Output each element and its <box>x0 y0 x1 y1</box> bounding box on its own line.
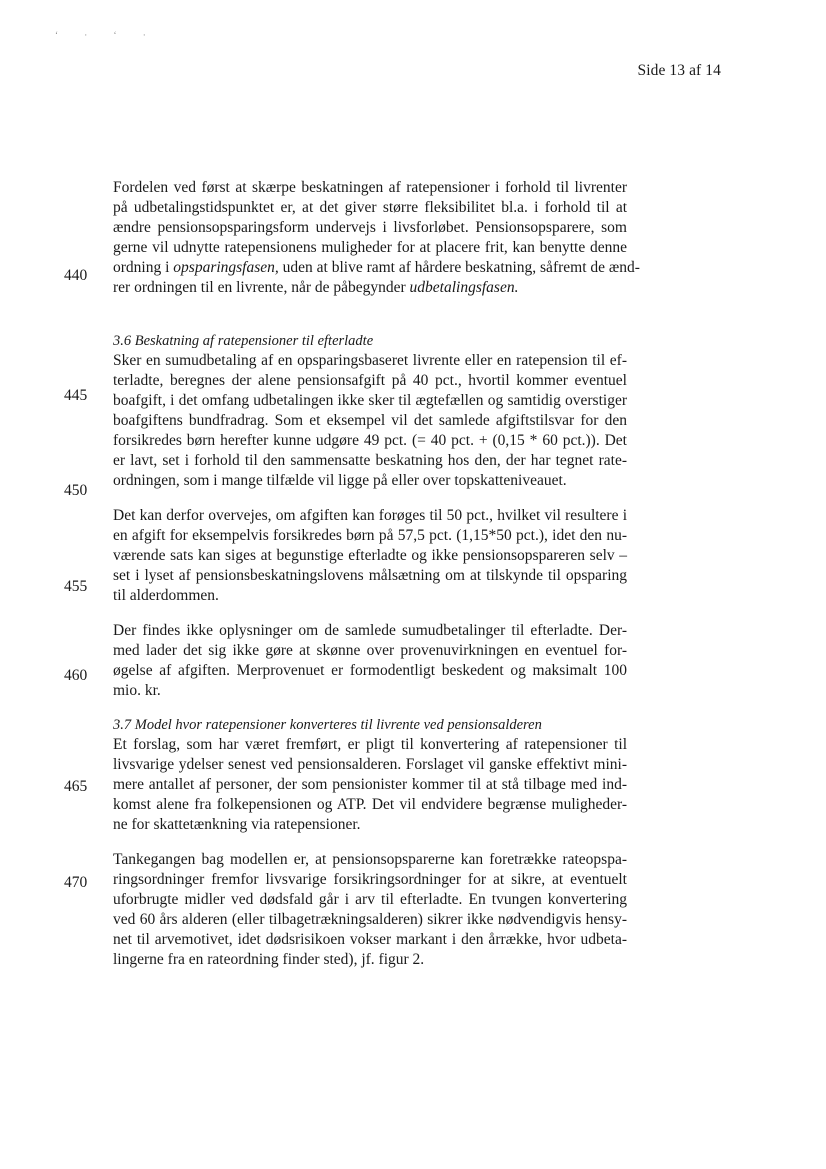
text-line: Et forslag, som har været fremført, er pligt til konvertering af ratepensioner til <box>113 736 627 753</box>
text-run: uden at blive ramt af hårdere beskatning, såfremt de ænd- <box>278 259 640 276</box>
text-line: til alderdommen. <box>113 587 219 604</box>
text-line: ringsordninger fremfor livsvarige forsikringsordninger for at sikre, at eventuelt <box>113 871 627 888</box>
text-line: med lader det sig ikke gøre at skønne over provenuvirkningen en eventuel for- <box>113 642 627 659</box>
line-number: 440 <box>64 267 88 284</box>
term-udbetalingsfasen: udbetalingsfasen. <box>409 279 519 296</box>
text-line: ordningen, som i mange tilfælde vil ligge på eller over topskatteniveauet. <box>113 472 567 489</box>
section-heading-3-6: 3.6 Beskatning af ratepensioner til efterladte <box>113 333 374 349</box>
section-heading-3-7: 3.7 Model hvor ratepensioner konverteres til livrente ved pensionsalderen <box>113 717 542 733</box>
text-line: Der findes ikke oplysninger om de samlede sumudbetalinger til efterladte. Der- <box>113 622 627 639</box>
paragraph-konvertering-forslag <box>113 735 627 835</box>
text-line: ved 60 års alderen (eller tilbagetrækningsalderen) sikrer ikke nødvendigvis hensy- <box>113 911 627 928</box>
term-opsparingsfasen: opsparingsfasen, <box>173 259 279 276</box>
text-line: mere antallet af personer, der som pensionister kommer til at stå tilbage med ind- <box>113 776 627 793</box>
text-line: ne for skattetænkning via ratepensioner. <box>113 816 361 833</box>
text-line: livsvarige ydelser senest ved pensionsalderen. Forslaget vil ganske effektivt mini- <box>113 756 627 773</box>
text-line: komst alene fra folkepensionen og ATP. Det vil endvidere begrænse muligheder- <box>113 796 627 813</box>
text-line: forsikredes børn herefter kunne udgøre 49 pct. (= 40 pct. + (0,15 * 60 pct.)). Det <box>113 432 627 449</box>
paragraph-merprovenu <box>113 621 627 701</box>
page-number: Side 13 af 14 <box>637 62 721 79</box>
line-number: 445 <box>64 387 88 404</box>
text-line: set i lyset af pensionsbeskatningslovens målsætning om at tilskynde til opsparing <box>113 567 627 584</box>
text-line: uforbrugte midler ved dødsfald går i arv til efterladte. En tvungen konvertering <box>113 891 627 908</box>
line-number: 470 <box>64 874 88 891</box>
text-line: net til arvemotivet, idet dødsrisikoen vokser markant i den årrække, hvor udbeta- <box>113 931 627 948</box>
line-number-margin <box>0 0 110 1169</box>
text-line: terladte, beregnes der alene pensionsafgift på 40 pct., hvortil kommer eventuel <box>113 372 627 389</box>
text-run: ordning i <box>113 259 174 276</box>
line-number: 455 <box>64 578 88 595</box>
text-line: ændre pensionsopsparingsform undervejs i livsforløbet. Pensionsopsparere, som <box>113 219 627 236</box>
paragraph-tankegang <box>113 850 627 970</box>
text-line <box>113 278 627 298</box>
text-line: mio. kr. <box>113 682 161 699</box>
text-line: er lavt, set i forhold til den sammensatte beskatning hos den, der har tegnet rate- <box>113 452 627 469</box>
paragraph-sumudbetaling <box>113 351 627 491</box>
line-number: 465 <box>64 778 88 795</box>
scan-corner-marks: ‘ · ‘ · <box>55 30 158 40</box>
text-line: en afgift for eksempelvis forsikredes børn på 57,5 pct. (1,15*50 pct.), idet den nu- <box>113 527 627 544</box>
text-line: værende sats kan siges at begunstige efterladte og ikke pensionsopspareren selv – <box>113 547 627 564</box>
text-line: lingerne fra en rateordning finder sted), jf. figur 2. <box>113 951 425 968</box>
text-line <box>113 258 640 278</box>
text-line: Fordelen ved først at skærpe beskatningen af ratepensioner i forhold til livrenter <box>113 179 627 196</box>
text-line: på udbetalingstidspunktet er, at det giver større fleksibilitet bl.a. i forhold til at <box>113 199 627 216</box>
text-run: rer ordningen til en livrente, når de påbegynder <box>113 279 410 296</box>
text-line: Tankegangen bag modellen er, at pensionsopsparerne kan foretrække rateopspa- <box>113 851 627 868</box>
text-line: øgelse af afgiften. Merprovenuet er formodentligt beskedent og maksimalt 100 <box>113 662 627 679</box>
line-number: 460 <box>64 667 88 684</box>
line-number: 450 <box>64 482 88 499</box>
text-line: gerne vil udnytte ratepensionens muligheder for at placere frit, kan benytte denne <box>113 239 627 256</box>
document-body <box>113 178 640 970</box>
paragraph-afgift-forhoejelse <box>113 506 627 606</box>
text-line: boafgiftens bundfradrag. Som et eksempel vil det samlede afgiftstilsvar for den <box>113 412 627 429</box>
text-line: Sker en sumudbetaling af en opsparingsbaseret livrente eller en ratepension til ef- <box>113 352 627 369</box>
paragraph-ratepension-fordele <box>113 178 640 298</box>
text-line: boafgift, i det omfang udbetalingen ikke sker til ægtefællen og samtidig overstiger <box>113 392 627 409</box>
text-line: Det kan derfor overvejes, om afgiften kan forøges til 50 pct., hvilket vil resultere i <box>113 507 627 524</box>
